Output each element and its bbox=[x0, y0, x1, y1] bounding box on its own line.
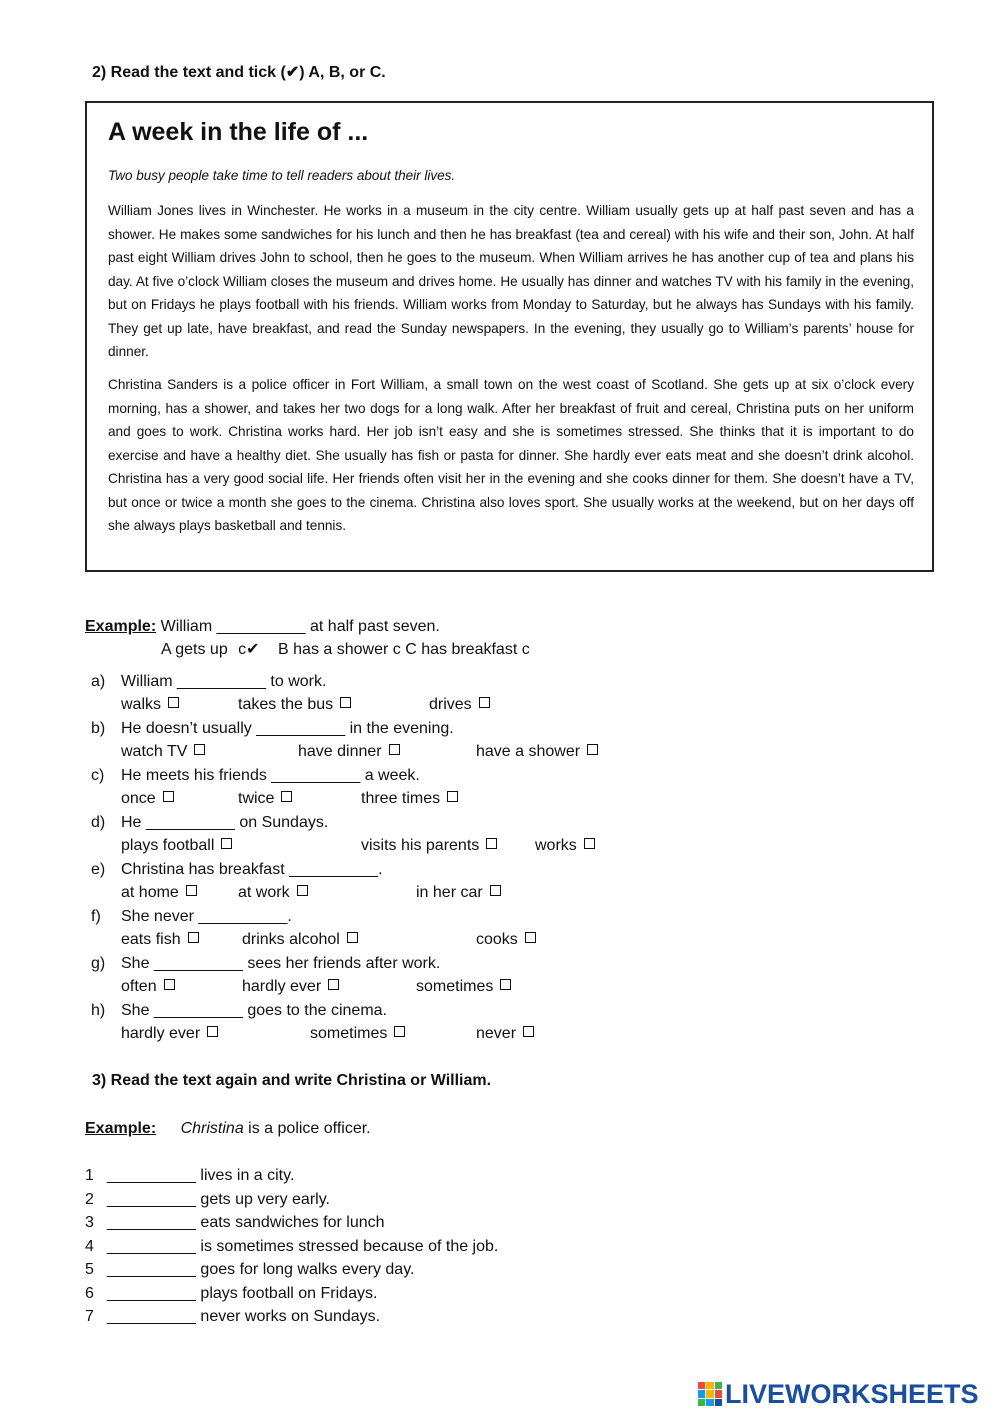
checkbox-icon[interactable] bbox=[297, 885, 308, 896]
answer-option-label: hardly ever bbox=[242, 978, 322, 995]
checkbox-icon[interactable] bbox=[168, 697, 179, 708]
question-letter: a) bbox=[91, 673, 106, 690]
answer-option-label: eats fish bbox=[121, 931, 181, 948]
answer-option[interactable] bbox=[121, 695, 179, 715]
fill-in-sentence[interactable]: __________ eats sandwiches for lunch bbox=[107, 1214, 385, 1231]
question-sentence: He doesn’t usually __________ in the evening. bbox=[121, 720, 454, 737]
checkbox-icon[interactable] bbox=[186, 885, 197, 896]
fill-in-sentence[interactable]: __________ plays football on Fridays. bbox=[107, 1284, 378, 1302]
answer-option[interactable] bbox=[429, 695, 490, 715]
liveworksheets-logo-icon bbox=[698, 1382, 722, 1406]
item-number: 5 bbox=[85, 1261, 94, 1278]
example-options-rest: B has a shower c C has breakfast c bbox=[278, 641, 530, 658]
answer-option-label: twice bbox=[238, 790, 275, 807]
item-number: 2 bbox=[85, 1190, 94, 1208]
checkbox-icon[interactable] bbox=[587, 744, 598, 755]
answer-option-label: in her car bbox=[416, 884, 483, 901]
checkbox-icon[interactable] bbox=[500, 979, 511, 990]
checkbox-icon[interactable] bbox=[340, 697, 351, 708]
fill-in-sentence[interactable]: __________ never works on Sundays. bbox=[107, 1308, 381, 1325]
question-sentence: He __________ on Sundays. bbox=[121, 814, 329, 831]
answer-option[interactable] bbox=[535, 836, 595, 856]
section-3-example-name: Christina bbox=[180, 1120, 244, 1137]
answer-option-label: cooks bbox=[476, 931, 518, 948]
answer-option[interactable] bbox=[310, 1024, 405, 1044]
answer-option-label: walks bbox=[121, 696, 162, 713]
checkbox-icon[interactable] bbox=[486, 838, 497, 849]
liveworksheets-logo-text: LIVEWORKSHEETS bbox=[725, 1378, 979, 1409]
answer-option[interactable] bbox=[238, 695, 351, 715]
example-sentence: William __________ at half past seven. bbox=[160, 618, 440, 635]
fill-in-sentence[interactable]: __________ lives in a city. bbox=[107, 1167, 295, 1184]
article-title: A week in the life of ... bbox=[108, 118, 369, 146]
example-option-a: A gets up bbox=[161, 641, 228, 658]
checkbox-icon[interactable] bbox=[188, 932, 199, 943]
fill-in-sentence[interactable]: __________ goes for long walks every day. bbox=[107, 1261, 415, 1278]
example-label: Example: bbox=[85, 618, 157, 635]
answer-option-label: sometimes bbox=[310, 1025, 388, 1042]
answer-option[interactable] bbox=[121, 883, 197, 903]
answer-option-label: at work bbox=[238, 884, 290, 901]
checkbox-icon[interactable] bbox=[523, 1026, 534, 1037]
answer-option-label: hardly ever bbox=[121, 1025, 201, 1042]
answer-option[interactable] bbox=[361, 836, 497, 856]
answer-option-label: drinks alcohol bbox=[242, 931, 340, 948]
item-number: 6 bbox=[85, 1284, 94, 1302]
checkbox-icon[interactable] bbox=[163, 791, 174, 802]
section-3-example-rest: is a police officer. bbox=[243, 1120, 371, 1137]
answer-option-label: takes the bus bbox=[238, 696, 334, 713]
answer-option[interactable] bbox=[121, 1024, 218, 1044]
question-sentence: He meets his friends __________ a week. bbox=[121, 767, 420, 784]
question-sentence: Christina has breakfast __________. bbox=[121, 861, 383, 878]
checkbox-icon[interactable] bbox=[194, 744, 205, 755]
answer-option[interactable] bbox=[361, 789, 458, 809]
answer-option[interactable] bbox=[416, 883, 501, 903]
question-letter: c) bbox=[91, 767, 105, 784]
section-3-heading: 3) Read the text again and write Christina or William. bbox=[92, 1072, 492, 1089]
article-paragraph-christina: Christina Sanders is a police officer in Fort William, a small town on the west coast of Scotland. She gets up at six o’clock every morning, has a shower, and takes her two dogs for a long walk. After her breakfast of fruit and cereal, Christina puts on her uniform and goes to work. Christina works hard. Her job isn’t easy and she is sometimes stressed. She thinks that it is important to do exercise and have a healthy diet. She usually has fish or pasta for dinner. She hardly ever eats meat and she doesn’t drink alcohol. Christina has a very good social life. Her friends often visit her in the evening and she cooks dinner for them. She doesn’t have a TV, but once or twice a month she goes to the cinema. Christina also loves sport. She usually works at the weekend, but on her days off she always plays basketball and tennis. bbox=[108, 377, 914, 533]
checkbox-icon[interactable] bbox=[281, 791, 292, 802]
fill-in-sentence[interactable]: __________ gets up very early. bbox=[107, 1190, 330, 1208]
item-number: 7 bbox=[85, 1308, 94, 1325]
answer-option[interactable] bbox=[476, 742, 598, 762]
question-letter: e) bbox=[91, 861, 106, 878]
question-sentence: She __________ goes to the cinema. bbox=[121, 1002, 387, 1019]
question-sentence: William __________ to work. bbox=[121, 673, 327, 690]
item-number: 1 bbox=[85, 1167, 94, 1184]
answer-option-label: sometimes bbox=[416, 978, 494, 995]
answer-option-label: at home bbox=[121, 884, 179, 901]
answer-option[interactable] bbox=[416, 977, 511, 997]
answer-option[interactable] bbox=[238, 789, 292, 809]
checkbox-icon[interactable] bbox=[328, 979, 339, 990]
answer-option[interactable] bbox=[121, 977, 175, 997]
section-3-example-label: Example: bbox=[85, 1120, 157, 1137]
section-2-heading: 2) Read the text and tick (✔) A, B, or C. bbox=[92, 64, 386, 81]
question-letter: h) bbox=[91, 1002, 106, 1019]
checkbox-icon[interactable] bbox=[347, 932, 358, 943]
article-paragraph-william: William Jones lives in Winchester. He works in a museum in the city centre. William usually gets up at half past seven and has a shower. He makes some sandwiches for his lunch and then he has breakfast (tea and cereal) with his wife and their son, John. At half past eight William drives John to school, then he goes to the museum. When William arrives he has another cup of tea and plans his day. At five o’clock William closes the museum and drives home. He usually has dinner and watches TV with his family in the evening, but on Fridays he plays football with his friends. William works from Monday to Saturday, but he always has Sundays with his family. They get up late, have breakfast, and read the Sunday newspapers. In the evening, they usually go to William’s parents’ house for dinner. bbox=[108, 203, 914, 359]
checkbox-icon[interactable] bbox=[389, 744, 400, 755]
answer-option-label: three times bbox=[361, 790, 441, 807]
question-letter: b) bbox=[91, 720, 106, 737]
answer-option-label: have dinner bbox=[298, 743, 382, 760]
checkbox-icon[interactable] bbox=[490, 885, 501, 896]
checkbox-icon[interactable] bbox=[164, 979, 175, 990]
item-number: 3 bbox=[85, 1214, 94, 1231]
answer-option-label: once bbox=[121, 790, 156, 807]
article-subtitle: Two busy people take time to tell readers about their lives. bbox=[108, 168, 456, 183]
question-letter: d) bbox=[91, 814, 106, 831]
answer-option-label: drives bbox=[429, 696, 472, 713]
answer-option[interactable] bbox=[242, 977, 339, 997]
answer-option[interactable] bbox=[298, 742, 400, 762]
answer-option[interactable] bbox=[121, 789, 174, 809]
answer-option[interactable] bbox=[121, 930, 199, 950]
answer-option-label: watch TV bbox=[121, 743, 188, 760]
answer-option[interactable] bbox=[121, 836, 232, 856]
item-number: 4 bbox=[85, 1237, 94, 1255]
answer-option[interactable] bbox=[476, 1024, 534, 1044]
checkbox-icon[interactable] bbox=[221, 838, 232, 849]
checkbox-icon[interactable] bbox=[207, 1026, 218, 1037]
answer-option-label: have a shower bbox=[476, 743, 581, 760]
answer-option[interactable] bbox=[242, 930, 358, 950]
checkbox-icon[interactable] bbox=[584, 838, 595, 849]
answer-option[interactable] bbox=[238, 883, 308, 903]
example-tick: c✔ bbox=[238, 641, 260, 658]
answer-option-label: often bbox=[121, 978, 157, 995]
answer-option-label: never bbox=[476, 1025, 517, 1042]
answer-option[interactable] bbox=[121, 742, 205, 762]
checkbox-icon[interactable] bbox=[525, 932, 536, 943]
answer-option-label: visits his parents bbox=[361, 837, 480, 854]
checkbox-icon[interactable] bbox=[479, 697, 490, 708]
answer-option-label: plays football bbox=[121, 837, 215, 854]
checkbox-icon[interactable] bbox=[394, 1026, 405, 1037]
question-sentence: She __________ sees her friends after work. bbox=[121, 955, 441, 972]
question-letter: g) bbox=[91, 955, 106, 972]
checkbox-icon[interactable] bbox=[447, 791, 458, 802]
fill-in-sentence[interactable]: __________ is sometimes stressed because of the job. bbox=[107, 1237, 499, 1255]
answer-option[interactable] bbox=[476, 930, 536, 950]
answer-option-label: works bbox=[535, 837, 577, 854]
question-sentence: She never __________. bbox=[121, 908, 292, 925]
question-letter: f) bbox=[91, 908, 101, 925]
liveworksheets-logo bbox=[698, 1378, 979, 1410]
